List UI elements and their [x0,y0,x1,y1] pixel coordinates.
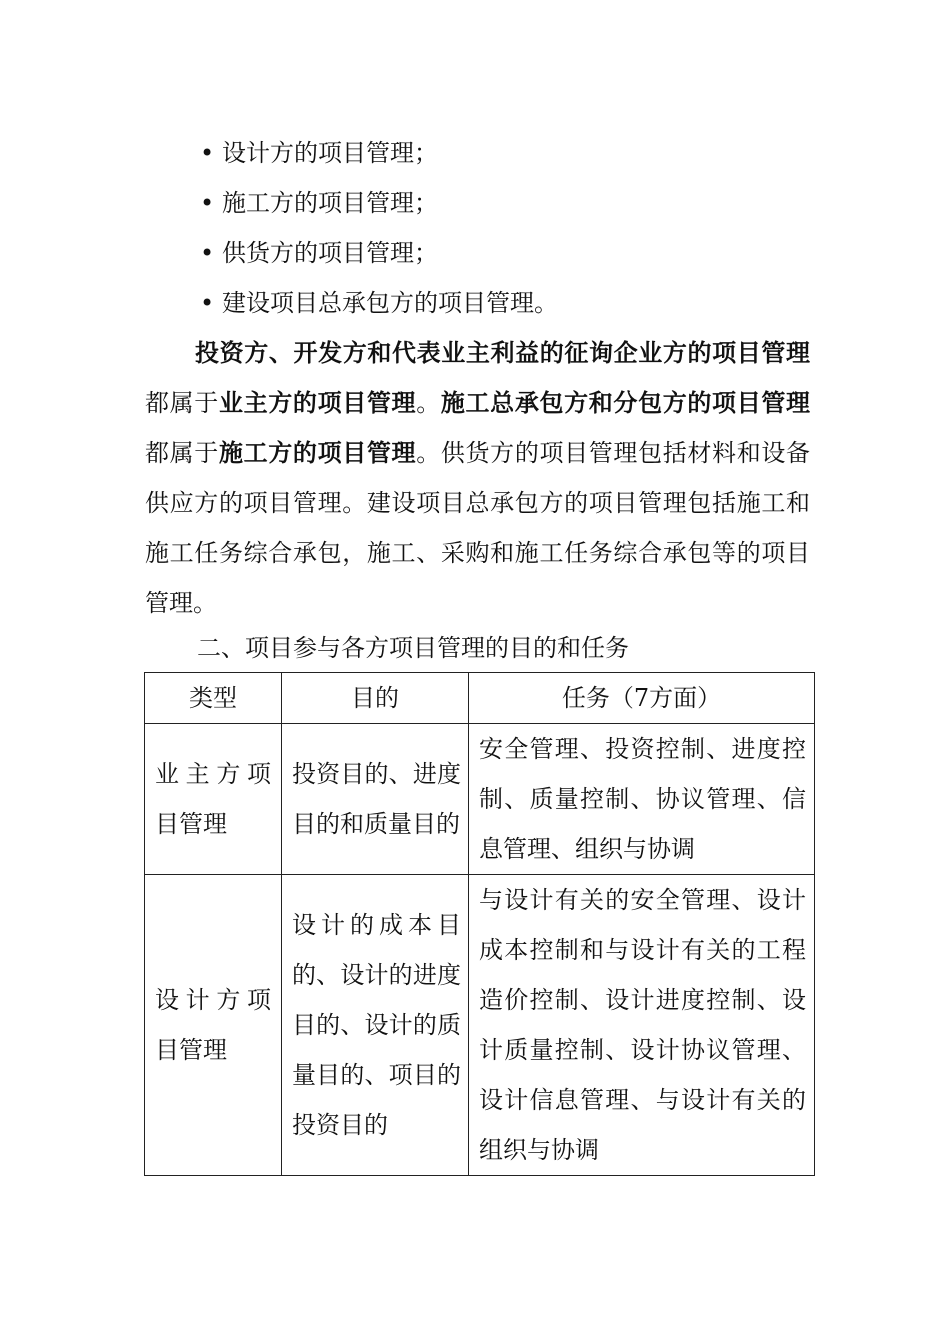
bullet-dot: • [200,139,215,167]
cell-task: 安全管理、投资控制、进度控制、质量控制、协议管理、信息管理、组织与协调 [469,724,815,875]
cell-type: 业主方项目管理 [145,724,282,875]
bullet-list [200,128,558,328]
cell-type: 设计方项目管理 [145,875,282,1176]
bullet-dot: • [200,289,215,317]
list-item [200,178,558,228]
text-run: 。供货方的项目管理包括材料和设备供应方的项目管理。建设项目总承包方的项目管理包括施工和施工任务综合承包，施工、采购和施工任务综合承包等的项目管理。 [145,439,811,617]
bold-phrase: 施工方的项目管理 [218,438,417,467]
bold-phrase: 投资方、开发方和代表业主利益的征询企业方的项目管理 [195,338,810,367]
list-item [200,128,558,178]
list-item-text: 供货方的项目管理； [222,239,438,267]
body-paragraph [145,328,810,628]
list-item [200,228,558,278]
column-header-type: 类型 [145,673,282,724]
section-heading: 二、项目参与各方项目管理的目的和任务 [197,634,629,662]
responsibility-table [144,672,815,1176]
text-run: 。 [416,389,441,417]
list-item [200,278,558,328]
list-item-text: 施工方的项目管理； [222,189,438,217]
table-header-row [145,673,815,724]
table-row [145,875,815,1176]
bullet-dot: • [200,189,215,217]
bold-phrase: 施工总承包方和分包方的项目管理 [440,388,811,417]
column-header-task: 任务（7方面） [469,673,815,724]
bold-phrase: 业主方的项目管理 [218,388,417,417]
bullet-dot: • [200,239,215,267]
list-item-text: 设计方的项目管理； [222,139,438,167]
text-run: 都属于 [145,439,219,467]
list-item-text: 建设项目总承包方的项目管理。 [222,289,558,317]
text-run: 都属于 [145,389,219,417]
column-header-goal: 目的 [282,673,469,724]
table-row [145,724,815,875]
cell-task: 与设计有关的安全管理、设计成本控制和与设计有关的工程造价控制、设计进度控制、设计质量控制、设计协议管理、设计信息管理、与设计有关的组织与协调 [469,875,815,1176]
cell-goal: 设计的成本目的、设计的进度目的、设计的质量目的、项目的投资目的 [282,875,469,1176]
cell-goal: 投资目的、进度目的和质量目的 [282,724,469,875]
